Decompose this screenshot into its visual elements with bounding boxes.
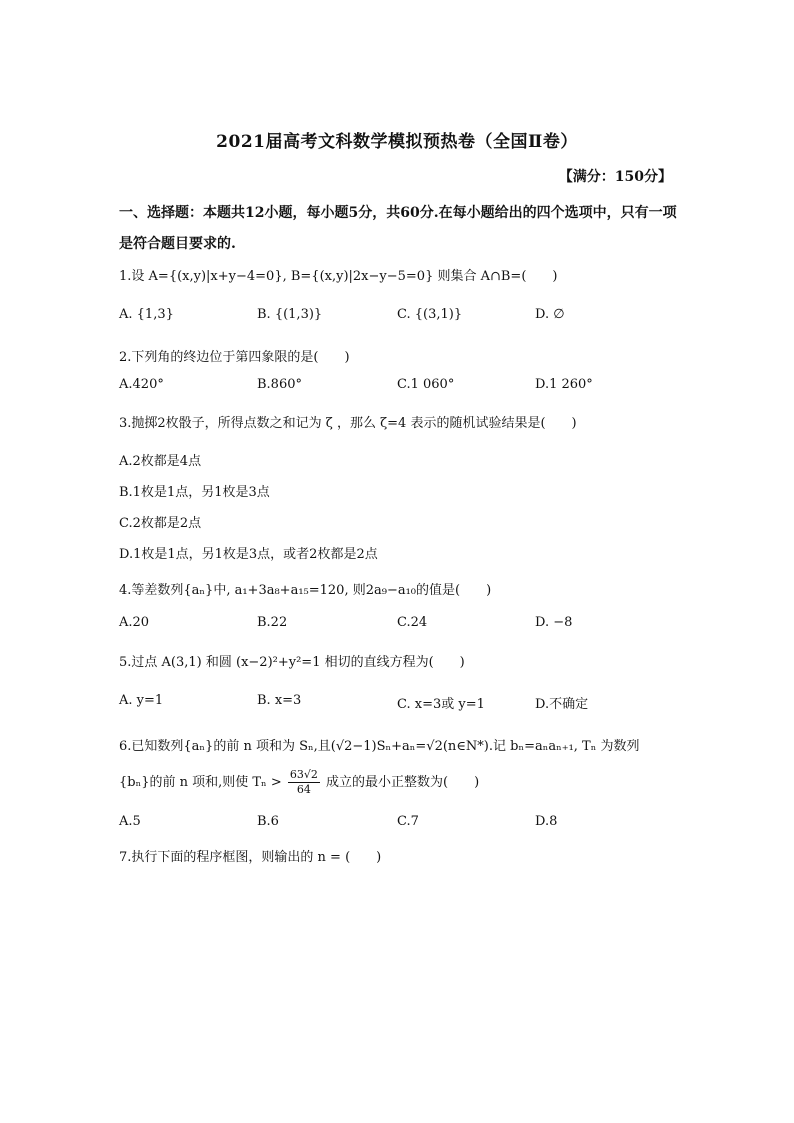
- question-4-option-d: D. −8: [535, 615, 573, 630]
- question-2-option-b: B.860°: [257, 377, 302, 392]
- question-1-option-a: A. {1,3}: [119, 307, 174, 322]
- section-heading: 一、选择题：本题共12小题，每小题5分，共60分.在每小题给出的四个选项中，只有一项是符合题目要求的.: [119, 205, 677, 252]
- question-3-stem: 3.抛掷2枚骰子，所得点数之和记为 ζ ，那么 ζ=4 表示的随机试验结果是( ): [119, 416, 577, 431]
- question-6-fraction-numerator: 63√2: [289, 768, 318, 781]
- question-6-fraction-denominator: 64: [296, 783, 311, 796]
- question-7-stem: 7.执行下面的程序框图，则输出的 n = ( ): [119, 850, 382, 865]
- question-2-option-c: C.1 060°: [397, 377, 455, 392]
- question-4-option-b: B.22: [257, 615, 288, 630]
- question-6-option-b: B.6: [257, 814, 279, 829]
- question-6-stem-pre: {bₙ}的前 n 项和,则使 Tₙ >: [119, 775, 282, 790]
- question-4-option-c: C.24: [397, 615, 428, 630]
- question-6-option-c: C.7: [397, 814, 419, 829]
- question-5-option-a: A. y=1: [119, 693, 164, 708]
- question-2-option-a: A.420°: [119, 377, 164, 392]
- question-6-fraction: [288, 768, 320, 797]
- question-4-stem: 4.等差数列{aₙ}中, a₁+3a₈+a₁₅=120, 则2a₉−a₁₀的值是( ): [119, 583, 492, 598]
- question-3-option-d: D.1枚是1点，另1枚是3点，或者2枚都是2点: [119, 547, 378, 562]
- question-6-option-d: D.8: [535, 814, 558, 829]
- page-title: 2021届高考文科数学模拟预热卷（全国Ⅱ卷）: [216, 132, 578, 152]
- question-2-option-d: D.1 260°: [535, 377, 593, 392]
- question-1-option-d: D. ∅: [535, 307, 565, 322]
- question-5-stem: 5.过点 A(3,1) 和圆 (x−2)²+y²=1 相切的直线方程为( ): [119, 655, 465, 670]
- score-label: 【满分：150分】: [558, 169, 672, 185]
- question-6-stem-line-1: 6.已知数列{aₙ}的前 n 项和为 Sₙ,且(√2−1)Sₙ+aₙ=√2(n∈N*).记 bₙ=aₙaₙ₊₁, Tₙ 为数列: [119, 739, 640, 754]
- question-6-stem-post: 成立的最小正整数为( ): [326, 775, 480, 790]
- question-2-stem: 2.下列角的终边位于第四象限的是( ): [119, 350, 350, 365]
- question-1-option-b: B. {(1,3)}: [257, 307, 323, 322]
- question-5-option-d: D.不确定: [535, 697, 589, 712]
- question-3-option-b: B.1枚是1点，另1枚是3点: [119, 485, 270, 500]
- question-6-option-a: A.5: [119, 814, 141, 829]
- question-1-stem: 1.设 A={(x,y)|x+y−4=0}, B={(x,y)|2x−y−5=0} 则集合 A∩B=( ): [119, 269, 558, 284]
- question-4-option-a: A.20: [119, 615, 150, 630]
- question-3-option-c: C.2枚都是2点: [119, 516, 202, 531]
- question-1-option-c: C. {(3,1)}: [397, 307, 463, 322]
- question-5-option-c: C. x=3或 y=1: [397, 697, 485, 712]
- question-3-option-a: A.2枚都是4点: [119, 454, 202, 469]
- question-6-stem-line-2: [119, 768, 479, 797]
- question-5-option-b: B. x=3: [257, 693, 302, 708]
